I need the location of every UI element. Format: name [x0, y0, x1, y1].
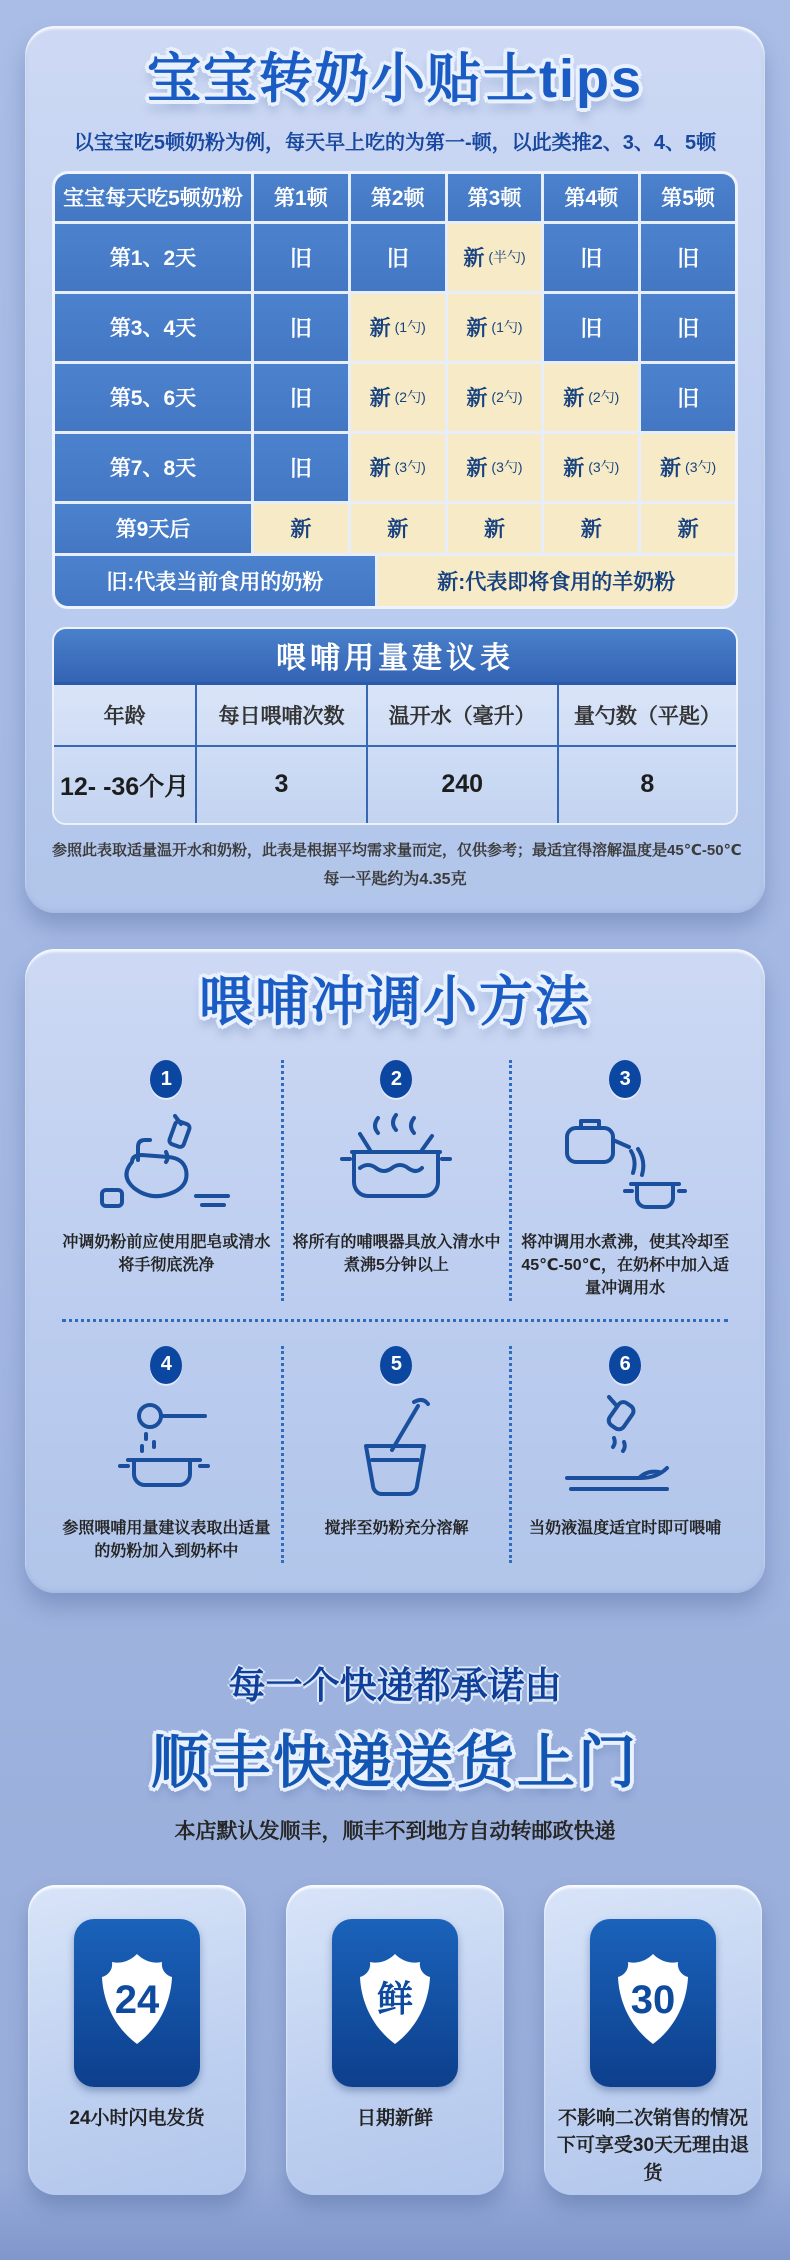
shield-30-icon: [590, 1919, 716, 2087]
kettle-pouring-icon: [551, 1108, 699, 1225]
service-badges-row: [0, 1885, 790, 2195]
new-milk-cell: 新: [448, 504, 542, 553]
amount-value-scoops: 8: [640, 770, 655, 798]
stirring-cup-icon: [322, 1394, 470, 1511]
tips-subtitle: 以宝宝吃5顿奶粉为例，每天早上吃的为第一-顿，以此类推2、3、4、5顿: [73, 131, 717, 154]
old-milk-cell: 旧: [254, 294, 348, 361]
amount-table-title: 喂哺用量建议表: [54, 629, 736, 685]
legend-new-milk: 新:代表即将食用的羊奶粉: [378, 556, 735, 606]
amount-col-header: 温开水（毫升）: [368, 685, 559, 747]
svg-text:鲜: 鲜: [376, 1977, 414, 2019]
new-milk-cell: 新 (3勺): [641, 434, 735, 501]
wrist-temperature-icon: [551, 1394, 699, 1511]
step-1: [52, 1060, 281, 1301]
header-cell: 第3顿: [448, 174, 542, 221]
old-milk-cell: 旧: [544, 224, 638, 291]
new-milk-cell: 新 (3勺): [351, 434, 445, 501]
step-number-badge: 3: [609, 1060, 641, 1098]
new-milk-cell: 新 (2勺): [351, 364, 445, 431]
step-number-badge: 1: [150, 1060, 182, 1098]
step-6: [509, 1346, 738, 1563]
badge-caption: 24小时闪电发货: [69, 2107, 205, 2129]
tips-title: 宝宝转奶小贴士tips: [146, 49, 643, 109]
step-number-badge: 6: [609, 1346, 641, 1384]
steps-row-1: [52, 1060, 738, 1301]
old-milk-cell: 旧: [254, 224, 348, 291]
powder-scoop-icon: [92, 1394, 240, 1511]
hand-washing-icon: [92, 1108, 240, 1225]
row-label: 第7、8天: [55, 434, 251, 501]
badge-caption: 日期新鲜: [356, 2107, 433, 2129]
step-caption: 冲调奶粉前应使用肥皂或清水将手彻底洗净: [62, 1234, 271, 1275]
header-cell: 第1顿: [254, 174, 348, 221]
new-milk-cell: 新: [351, 504, 445, 553]
new-milk-cell: 新 (半勺): [448, 224, 542, 291]
step-caption: 参照喂哺用量建议表取出适量的奶粉加入到奶杯中: [62, 1519, 271, 1560]
row-label: 第1、2天: [55, 224, 251, 291]
old-milk-cell: 旧: [254, 364, 348, 431]
amount-col-header: 年龄: [54, 685, 197, 747]
new-milk-cell: 新 (1勺): [448, 294, 542, 361]
step-4: [52, 1346, 281, 1563]
step-2: [281, 1060, 510, 1301]
step-caption: 当奶液温度适宜时即可喂哺: [529, 1519, 722, 1537]
header-cell: 第4顿: [544, 174, 638, 221]
feeding-amount-table: [52, 627, 738, 825]
row-label: 第5、6天: [55, 364, 251, 431]
boiling-pot-icon: [322, 1108, 470, 1225]
new-milk-cell: 新 (2勺): [544, 364, 638, 431]
shipping-note: 本店默认发顺丰，顺丰不到地方自动转邮政快递: [174, 1819, 616, 1843]
amount-col-header: 量勺数（平匙）: [559, 685, 736, 747]
old-milk-cell: 旧: [351, 224, 445, 291]
sf-express-headline: 顺丰快递送货上门: [150, 1729, 639, 1795]
shipping-promise-line: 每一个快递都承诺由: [228, 1664, 562, 1706]
badge-30-day-return: [544, 1885, 762, 2195]
preparation-method-card: [25, 949, 765, 1593]
new-milk-cell: 新: [254, 504, 348, 553]
row-label: 第3、4天: [55, 294, 251, 361]
badge-caption: 不影响二次销售的情况下可享受30天无理由退货: [556, 2107, 750, 2185]
legend-row: [55, 556, 735, 606]
note-line2: 每一平匙约为4.35克: [323, 870, 467, 888]
step-number-badge: 2: [380, 1060, 412, 1098]
amount-value-times: 3: [197, 747, 368, 823]
amount-col-header: 每日喂哺次数: [197, 685, 368, 747]
svg-text:30: 30: [630, 1977, 676, 2022]
transition-tips-card: [25, 26, 765, 913]
new-milk-cell: 新 (3勺): [448, 434, 542, 501]
old-milk-cell: 旧: [544, 294, 638, 361]
step-3: [509, 1060, 738, 1301]
header-cell: 宝宝每天吃5顿奶粉: [55, 174, 251, 221]
steps-divider: [62, 1319, 728, 1322]
header-cell: 第2顿: [351, 174, 445, 221]
old-milk-cell: 旧: [254, 434, 348, 501]
note-line1: 参照此表取适量温开水和奶粉，此表是根据平均需求量而定，仅供参考；最适宜得溶解温度是45℃-50℃: [52, 841, 742, 859]
step-number-badge: 5: [380, 1346, 412, 1384]
steps-row-2: [52, 1346, 738, 1563]
step-caption: 将冲调用水煮沸，使其冷却至45℃-50℃，在奶杯中加入适量冲调用水: [521, 1234, 730, 1298]
legend-old-milk: 旧:代表当前食用的奶粉: [55, 556, 375, 606]
transition-table: [52, 171, 738, 609]
header-cell: 第5顿: [641, 174, 735, 221]
new-milk-cell: 新: [641, 504, 735, 553]
step-caption: 将所有的哺喂器具放入清水中煮沸5分钟以上: [292, 1234, 501, 1275]
shield-fresh-icon: [332, 1919, 458, 2087]
step-5: [281, 1346, 510, 1563]
old-milk-cell: 旧: [641, 294, 735, 361]
new-milk-cell: 新 (2勺): [448, 364, 542, 431]
old-milk-cell: 旧: [641, 224, 735, 291]
badge-fresh-date: [286, 1885, 504, 2195]
step-number-badge: 4: [150, 1346, 182, 1384]
amount-value-age: 12- -36个月: [54, 747, 197, 823]
amount-table-note: [52, 839, 742, 889]
method-title: 喂哺冲调小方法: [199, 971, 591, 1032]
svg-text:24: 24: [114, 1977, 160, 2022]
step-caption: 搅拌至奶粉充分溶解: [324, 1519, 469, 1537]
badge-fast-shipping: [28, 1885, 246, 2195]
amount-value-water: 240: [368, 747, 559, 823]
row-label: 第9天后: [55, 504, 251, 553]
old-milk-cell: 旧: [641, 364, 735, 431]
new-milk-cell: 新 (1勺): [351, 294, 445, 361]
new-milk-cell: 新: [544, 504, 638, 553]
shield-24-icon: [74, 1919, 200, 2087]
new-milk-cell: 新 (3勺): [544, 434, 638, 501]
